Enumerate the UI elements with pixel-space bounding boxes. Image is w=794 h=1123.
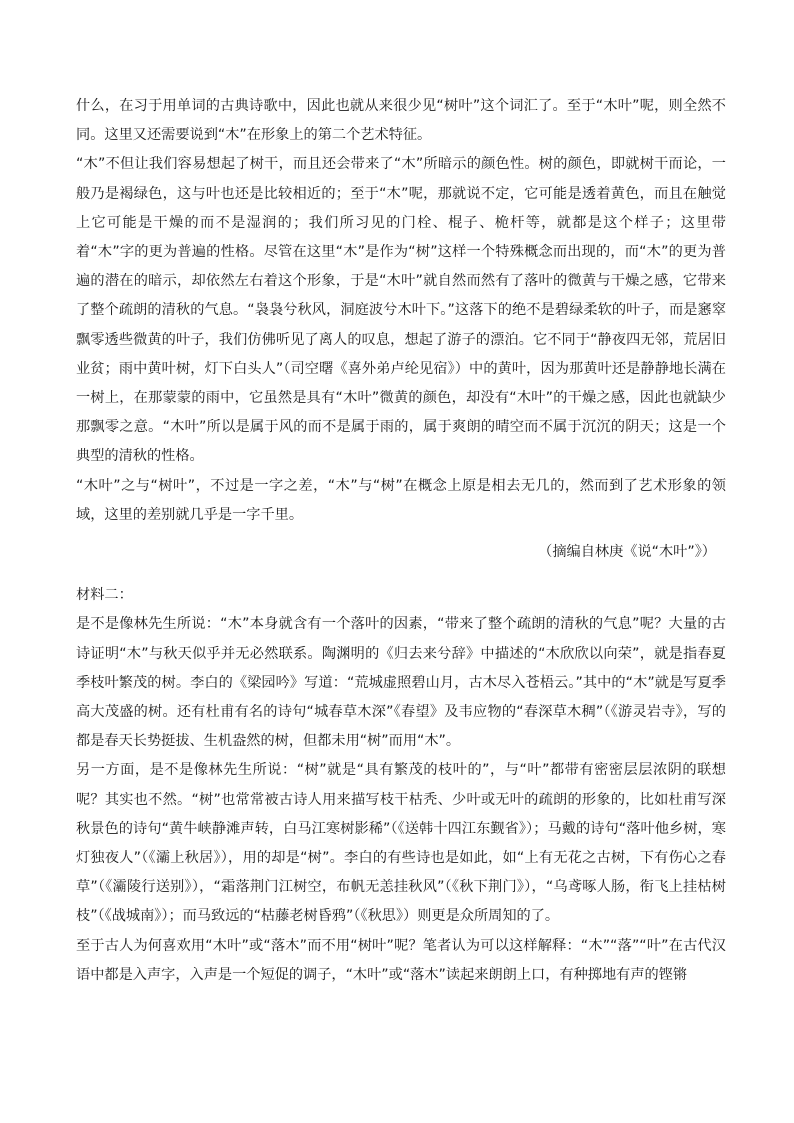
material1-paragraph-2: “木”不但让我们容易想起了树干，而且还会带来了“木”所暗示的颜色性。树的颜色，即就树干而论，一般乃是褐绿色，这与叶也还是比较相近的；至于“木”呢，那就说不定，它可能是透着黄色，而且在触觉上它可能是干燥的而不是湿润的；我们所习见的门栓、棍子、桅杆等，就都是这个样子；这里带着“木”字的更为普遍的性格。尽管在这里“木”是作为“树”这样一个特殊概念而出现的，而“木”的更为普遍的潜在的暗示，却依然左右着这个形象，于是“木叶”就自然而然有了落叶的微黄与干燥之感，它带来了整个疏朗的清秋的气息。“袅袅兮秋风，洞庭波兮木叶下。”这落下的绝不是碧绿柔软的叶子，而是窸窣飘零透些微黄的叶子，我们仿佛听见了离人的叹息，想起了游子的漂泊。它不同于“静夜四无邻，荒居旧业贫；雨中黄叶树，灯下白头人”（司空曙《喜外弟卢纶见宿》）中的黄叶，因为那黄叶还是静静地长满在一树上，在那蒙蒙的雨中，它虽然是具有“木叶”微黄的颜色，却没有“木叶”的干燥之感，因此也就缺少那飘零之意。“木叶”所以是属于风的而不是属于雨的，属于爽朗的晴空而不属于沉沉的阴天；这是一个典型的清秋的性格。	[76, 156, 726, 465]
material2-paragraph-1: 是不是像林先生所说：“木”本身就含有一个落叶的因素，“带来了整个疏朗的清秋的气息”呢？大量的古诗证明“木”与秋天似乎并无必然联系。陶渊明的《归去来兮辞》中描述的“木欣欣以向荣”，就是指春夏季枝叶繁茂的树。李白的《梁园吟》写道：“荒城虚照碧山月，古木尽入苍梧云。”其中的“木”就是写夏季高大茂盛的树。还有杜甫有名的诗句“城春草木深”《春望》及韦应物的“春深草木稠”（《游灵岩寺》，写的都是春天长势挺拔、生机盎然的树，但都未用“树”而用“木”。	[76, 616, 726, 750]
material2-paragraph-3: 至于古人为何喜欢用“木叶”或“落木”而不用“树叶”呢？笔者认为可以这样解释：“木”“落”“叶”在古代汉语中都是入声字，入声是一个短促的调子，“木叶”或“落木”读起来朗朗上口，有种掷地有声的铿锵	[76, 937, 726, 983]
material1-paragraph-3: “木叶”之与“树叶”，不过是一字之差，“木”与“树”在概念上原是相去无几的，然而到了艺术形象的领域，这里的差别就几乎是一字千里。	[76, 477, 726, 523]
article-body	[76, 92, 726, 990]
material1-paragraph-1: 什么，在习于用单词的古典诗歌中，因此也就从来很少见“树叶”这个词汇了。至于“木叶”呢，则全然不同。这里又还需要说到“木”在形象上的第二个艺术特征。	[76, 98, 726, 144]
material2-paragraph-2: 另一方面，是不是像林先生所说：“树”就是“具有繁茂的枝叶的”，与“叶”都带有密密层层浓阴的联想呢？其实也不然。“树”也常常被古诗人用来描写枝干枯秃、少叶或无叶的疏朗的形象的，比如杜甫写深秋景色的诗句“黄牛峡静滩声转，白马江寒树影稀”（《送韩十四江东觐省》）；马戴的诗句“落叶他乡树，寒灯独夜人”（《灞上秋居》），用的却是“树”。李白的有些诗也是如此，如“上有无花之古树，下有伤心之春草”（《灞陵行送别》），“霜落荆门江树空，布帆无恙挂秋风”（《秋下荆门》），“乌鸢啄人肠，衔飞上挂枯树枝”（《战城南》）；而马致远的“枯藤老树昏鸦”（《秋思》）则更是众所周知的了。	[76, 762, 726, 925]
material2-heading: 材料二：	[76, 587, 133, 604]
material1-source-citation: （摘编自林庚《说“木叶”》）	[538, 544, 716, 561]
